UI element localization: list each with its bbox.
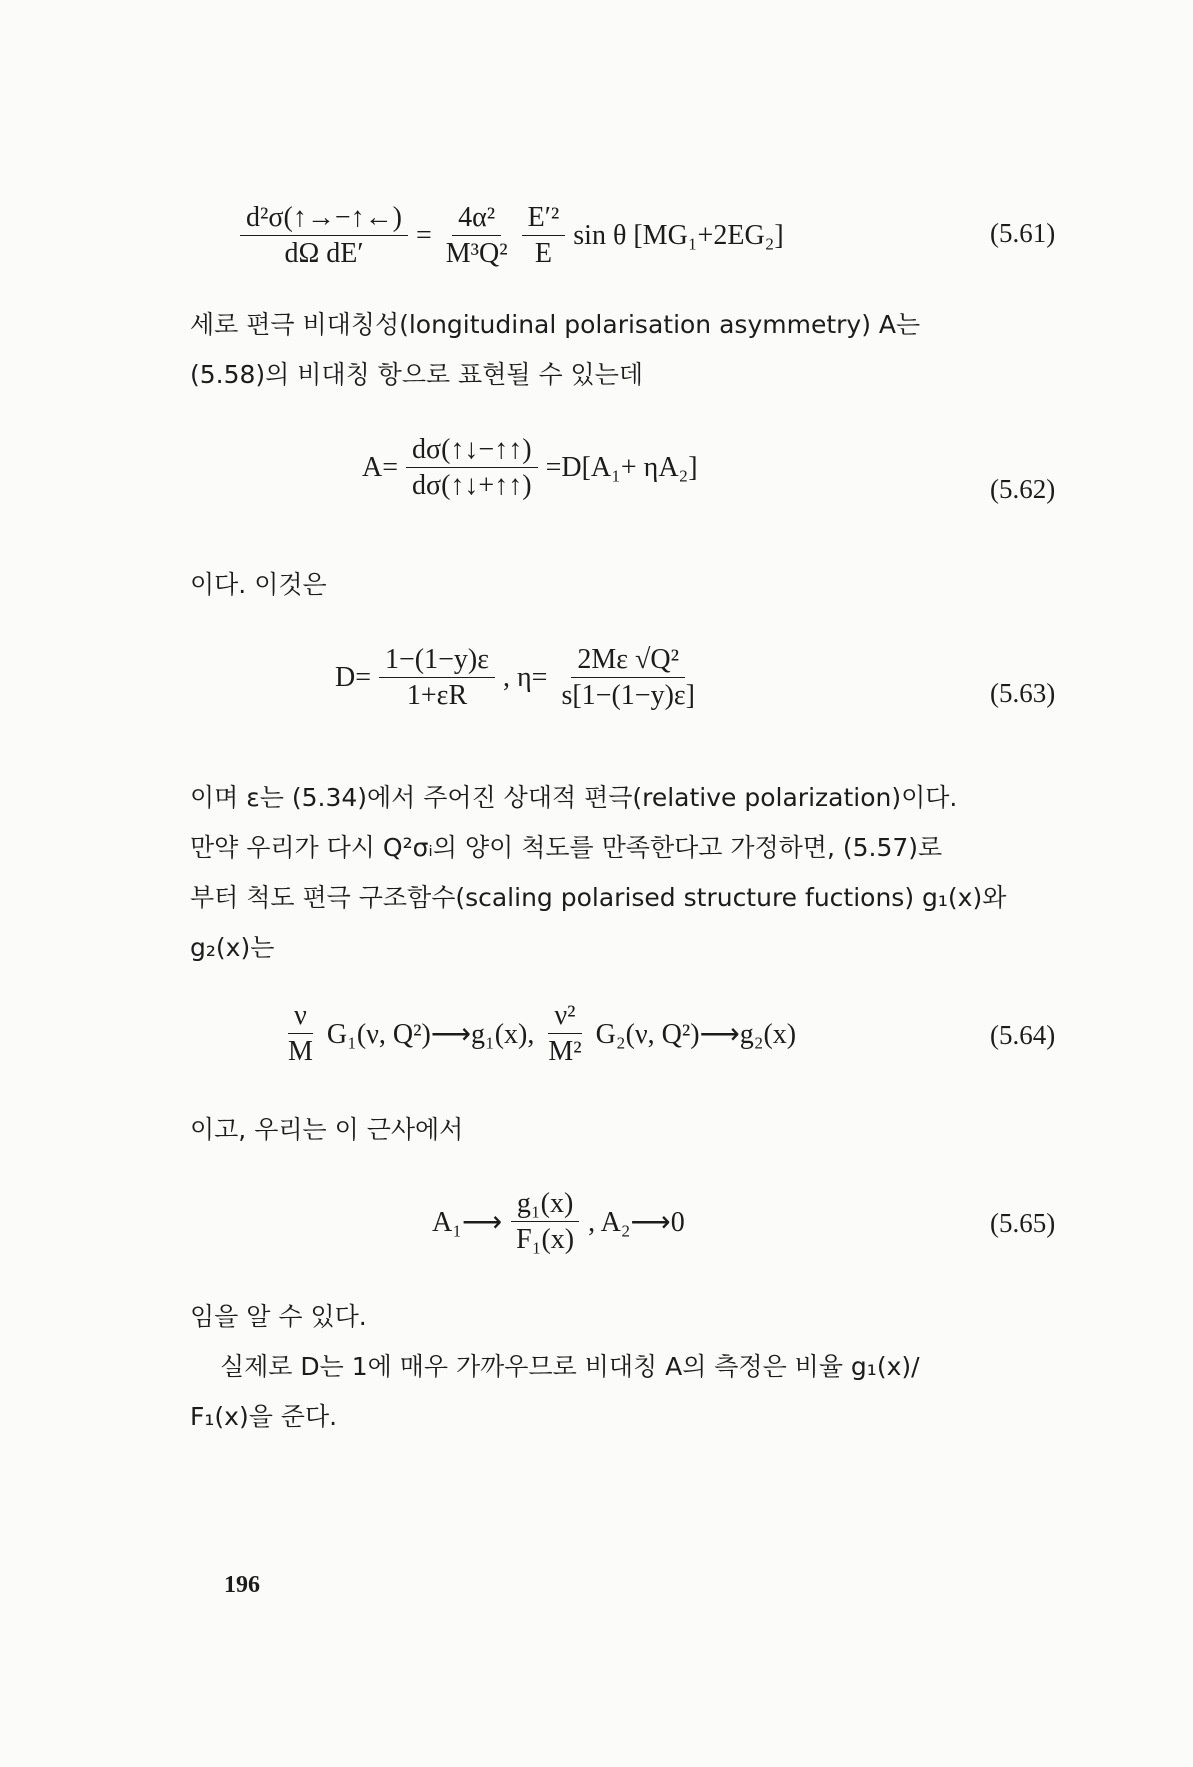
energy-fraction: $\frac{\text{E′²}}{E}$ bbox=[522, 200, 566, 271]
paragraph-6: 실제로 D는 1에 매우 가까우므로 비대칭 A의 측정은 비율 g₁(x)/ F₁(x)을 준다. bbox=[190, 1352, 920, 1431]
equation-number: (5.62) bbox=[990, 474, 1056, 504]
depolarization-fraction: $\frac{1-(1-y)\varepsilon}{1+\varepsilon R}$ bbox=[379, 642, 495, 713]
paragraph-5: 임을 알 수 있다. bbox=[190, 1302, 367, 1331]
page-number: 196 bbox=[224, 1572, 260, 1598]
equation-tail: sin θ [MG₁+2EG₂] bbox=[573, 219, 784, 251]
equation-number: (5.63) bbox=[990, 678, 1056, 708]
nu-over-m-fraction: $\frac{\nu}{M}$ bbox=[288, 1000, 313, 1067]
equation-number: (5.64) bbox=[990, 1020, 1056, 1050]
asymmetry-fraction: $\frac{d\sigma(↑↓-↑↑)}{d\sigma(↑↓+↑↑)}$ bbox=[406, 432, 538, 503]
eta-fraction: $\frac{\text{2Mε √Q²}}{s[1-(1-y)\varepsilon]}$ bbox=[561, 644, 695, 711]
equation-5-65: A₁⟶ $\frac{\text{g₁(x)}}{\text{F₁(x)}}$ , A₂⟶0 bbox=[432, 1188, 685, 1255]
g1-over-f1-fraction: $\frac{\text{g₁(x)}}{\text{F₁(x)}}$ bbox=[510, 1186, 580, 1257]
paragraph-2: 이다. 이것은 bbox=[190, 570, 327, 599]
nu-squared-fraction: $\frac{\text{ν²}}{\text{M²}}$ bbox=[548, 1000, 582, 1067]
paragraph-1: 세로 편극 비대칭성(longitudinal polarisation asymmetry) A는 (5.58)의 비대칭 항으로 표현될 수 있는데 bbox=[190, 310, 921, 389]
coefficient-fraction: $\frac{\text{4α²}}{\text{M³Q²}}$ bbox=[445, 202, 508, 269]
equation-number: (5.65) bbox=[990, 1208, 1056, 1238]
equation-5-64: $\frac{\nu}{M}$ G₁(ν, Q²)⟶g₁(x), $\frac{\text{ν²}}{\text{M²}}$ G₂(ν, Q²)⟶g₂(x) bbox=[282, 998, 796, 1069]
equation-number: (5.61) bbox=[990, 218, 1056, 248]
equation-5-63: D= $\frac{1-(1-y)\varepsilon}{1+\varepsilon R}$ , η= $\frac{\text{2Mε √Q²}}{s[1-(1-y)\varepsilon]}$ bbox=[335, 642, 701, 713]
lhs-fraction: $\frac{\text{d²σ(↑→−↑←)}}{\text{dΩ dE′}}$ bbox=[240, 200, 408, 271]
paragraph-4: 이고, 우리는 이 근사에서 bbox=[190, 1115, 464, 1144]
paragraph-3: 이며 ε는 (5.34)에서 주어진 상대적 편극(relative polarization)이다. 만약 우리가 다시 Q²σᵢ의 양이 척도를 만족한다고 가정하면, (5.57)로 부터 척도 편극 구조함수(scaling polarised structure fuctions) g₁(x)와 g₂(x)는 bbox=[190, 783, 1007, 962]
equation-5-61: $\frac{\text{d²σ(↑→−↑←)}}{\text{dΩ dE′}}$ = $\frac{\text{4α²}}{\text{M³Q²}}$ $\frac{\text{E′²}}{E}$ sin θ [MG₁+2EG₂] bbox=[240, 200, 784, 271]
equation-5-62: A= $\frac{d\sigma(↑↓-↑↑)}{d\sigma(↑↓+↑↑)}$ =D[A₁+ ηA₂] bbox=[362, 434, 698, 501]
